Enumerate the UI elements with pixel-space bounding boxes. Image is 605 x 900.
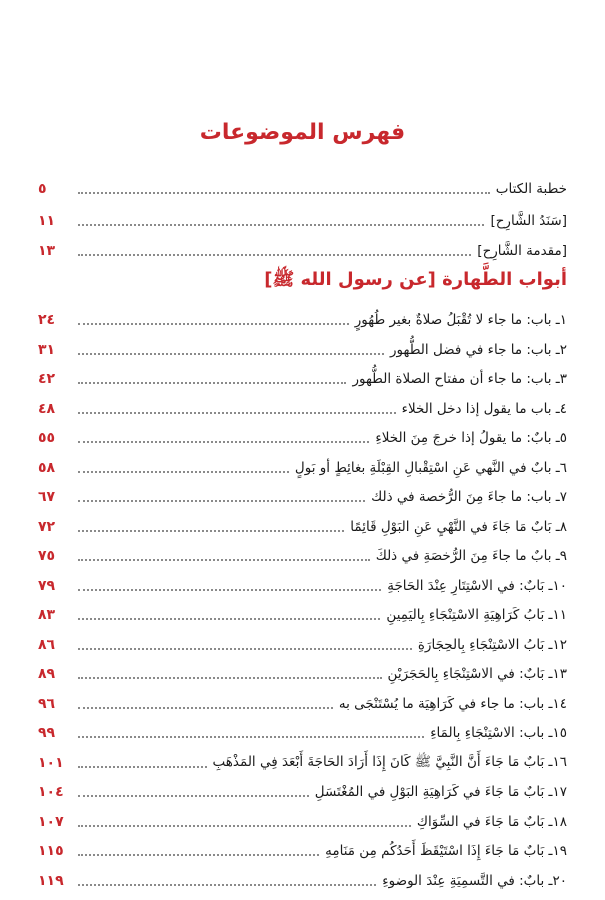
page-number: ١٣ bbox=[38, 243, 56, 259]
chapter-entry bbox=[38, 337, 567, 363]
chapter-entry bbox=[38, 396, 567, 422]
entry-title: ١ـ باب: ما جاء لا تُقْبَلُ صلاةٌ بغير طُهُورٍ bbox=[354, 312, 567, 328]
page-number: ٦٧ bbox=[38, 489, 56, 505]
chapter-entry bbox=[38, 484, 567, 510]
chapter-entry bbox=[38, 838, 567, 864]
page-number: ٨٩ bbox=[38, 666, 56, 682]
entry-title: ٨ـ بَابٌ مَا جَاءَ في النَّهْيِ عَنِ البَوْلِ قَائِمًا bbox=[350, 519, 567, 535]
dot-leader bbox=[78, 353, 384, 355]
chapter-entry bbox=[38, 602, 567, 628]
dot-leader bbox=[78, 500, 365, 502]
page-number: ٥٨ bbox=[38, 460, 56, 476]
entry-title: ١٩ـ بَابٌ مَا جَاءَ إِذَا اسْتَيْقَظَ أَحَدُكُم مِن مَنَامِهِ bbox=[325, 843, 567, 859]
dot-leader bbox=[78, 559, 370, 561]
intro-entry bbox=[38, 238, 567, 264]
entry-title: خطبة الكتاب bbox=[495, 181, 567, 197]
dot-leader bbox=[78, 441, 369, 443]
dot-leader bbox=[78, 192, 490, 194]
dot-leader bbox=[78, 618, 380, 620]
page-number: ٧٩ bbox=[38, 578, 56, 594]
chapter-entry bbox=[38, 868, 567, 894]
chapter-entry bbox=[38, 691, 567, 717]
page-number: ٨٣ bbox=[38, 607, 56, 623]
dot-leader bbox=[78, 382, 346, 384]
chapter-entry bbox=[38, 307, 567, 333]
dot-leader bbox=[78, 471, 289, 473]
page-number: ١٠١ bbox=[38, 755, 64, 771]
entry-title: ١٠ـ بَابٌ: في الاسْتِتَارِ عِنْدَ الحَاجَةِ bbox=[387, 578, 567, 594]
dot-leader bbox=[78, 589, 381, 591]
page-number: ٥٥ bbox=[38, 430, 56, 446]
entry-title: ٧ـ باب: ما جاءَ مِنَ الرُّخصة في ذلك bbox=[371, 489, 567, 505]
page-title: فهرس الموضوعات bbox=[199, 120, 406, 145]
page-number: ١٠٤ bbox=[38, 784, 64, 800]
page-number: ٨٦ bbox=[38, 637, 56, 653]
page-number: ٩٦ bbox=[38, 696, 56, 712]
page-number: ٥ bbox=[38, 181, 47, 197]
page-number: ٤٨ bbox=[38, 401, 56, 417]
entry-title: ١٣ـ بَابٌ: في الاسْتِنْجَاءِ بِالحَجَرَيْنِ bbox=[387, 666, 567, 682]
chapter-entry bbox=[38, 573, 567, 599]
page-number: ٧٢ bbox=[38, 519, 56, 535]
page-number: ١١٩ bbox=[38, 873, 64, 889]
dot-leader bbox=[78, 795, 309, 797]
dot-leader bbox=[78, 825, 411, 827]
entry-title: ٥ـ بابٌ: ما يقولُ إذا خرجَ مِنَ الخلاءِ bbox=[375, 430, 567, 446]
page-number: ١٠٧ bbox=[38, 814, 64, 830]
entry-title: ٢٠ـ بابٌ: في التَّسمِيَةِ عِنْدَ الوضوءِ bbox=[382, 873, 567, 889]
entry-title: ١٢ـ بَابُ الاسْتِنْجَاءِ بِالحِجَارَةِ bbox=[417, 637, 567, 653]
chapter-entry bbox=[38, 632, 567, 658]
entry-title: [سَنَدُ الشَّارِح] bbox=[490, 213, 567, 229]
page-number: ٤٢ bbox=[38, 371, 56, 387]
chapter-entry bbox=[38, 720, 567, 746]
dot-leader bbox=[78, 648, 412, 650]
entry-title: ١٨ـ بَابٌ مَا جَاءَ في السِّوَاكِ bbox=[416, 814, 567, 830]
chapter-entry bbox=[38, 661, 567, 687]
dot-leader bbox=[78, 224, 484, 226]
chapter-entry bbox=[38, 809, 567, 835]
entry-title: ١٤ـ باب: ما جاء في كَرَاهِيَة ما يُسْتَنْجَى به bbox=[338, 696, 567, 712]
page-number: ١١ bbox=[38, 213, 56, 229]
entry-title: ٩ـ بابٌ ما جاءَ مِنَ الرُّخصَةِ في ذلكَ bbox=[375, 548, 567, 564]
chapter-entry bbox=[38, 779, 567, 805]
entry-title: ١٧ـ بَابٌ مَا جَاءَ في كَرَاهِيَةِ البَوْلِ في المُغْتَسَلِ bbox=[314, 784, 567, 800]
dot-leader bbox=[78, 254, 471, 256]
intro-entry bbox=[38, 208, 567, 234]
dot-leader bbox=[78, 766, 207, 768]
chapter-entry bbox=[38, 425, 567, 451]
page-number: ٣١ bbox=[38, 342, 56, 358]
dot-leader bbox=[78, 412, 396, 414]
dot-leader bbox=[78, 530, 344, 532]
dot-leader bbox=[78, 323, 349, 325]
entry-title: ١٦ـ بَابٌ مَا جَاءَ أَنَّ النَّبِيَّ ﷺ كَانَ إِذَا أَرَادَ الحَاجَةَ أَبْعَدَ فِي المَذْهَبِ bbox=[212, 754, 567, 770]
dot-leader bbox=[78, 736, 424, 738]
page-number: ٢٤ bbox=[38, 312, 56, 328]
entry-title: ١١ـ بَابُ كَرَاهِيَةِ الاسْتِنْجَاءِ بِاليَمِينِ bbox=[386, 607, 567, 623]
dot-leader bbox=[78, 677, 382, 679]
entry-title: ٦ـ بابٌ في النَّهي عَنِ اسْتِقْبالِ القِبْلَةِ بغائِطٍ أو بَولٍ bbox=[294, 460, 567, 476]
chapter-entry bbox=[38, 455, 567, 481]
intro-entry bbox=[38, 176, 567, 202]
page-number: ٧٥ bbox=[38, 548, 56, 564]
chapter-entry bbox=[38, 543, 567, 569]
entry-title: ٤ـ باب ما يقول إذا دخل الخلاء bbox=[401, 401, 567, 417]
entry-title: ١٥ـ باب: الاسْتِنْجَاءِ بِالمَاءِ bbox=[430, 725, 567, 741]
entry-title: ٢ـ باب: ما جاء في فضل الطُّهور bbox=[390, 342, 567, 358]
dot-leader bbox=[78, 854, 319, 856]
chapter-entry bbox=[38, 514, 567, 540]
chapter-entry bbox=[38, 366, 567, 392]
entry-title: [مقدمة الشَّارِح] bbox=[477, 243, 567, 259]
entry-title: ٣ـ باب: ما جاء أن مفتاح الصلاة الطُّهور bbox=[352, 371, 567, 387]
section-heading: أبواب الطَّهارة [عن رسول الله ﷺ] bbox=[264, 269, 567, 290]
page-number: ١١٥ bbox=[38, 843, 64, 859]
chapter-entry bbox=[38, 750, 567, 776]
page-number: ٩٩ bbox=[38, 725, 56, 741]
dot-leader bbox=[78, 884, 376, 886]
dot-leader bbox=[78, 707, 333, 709]
